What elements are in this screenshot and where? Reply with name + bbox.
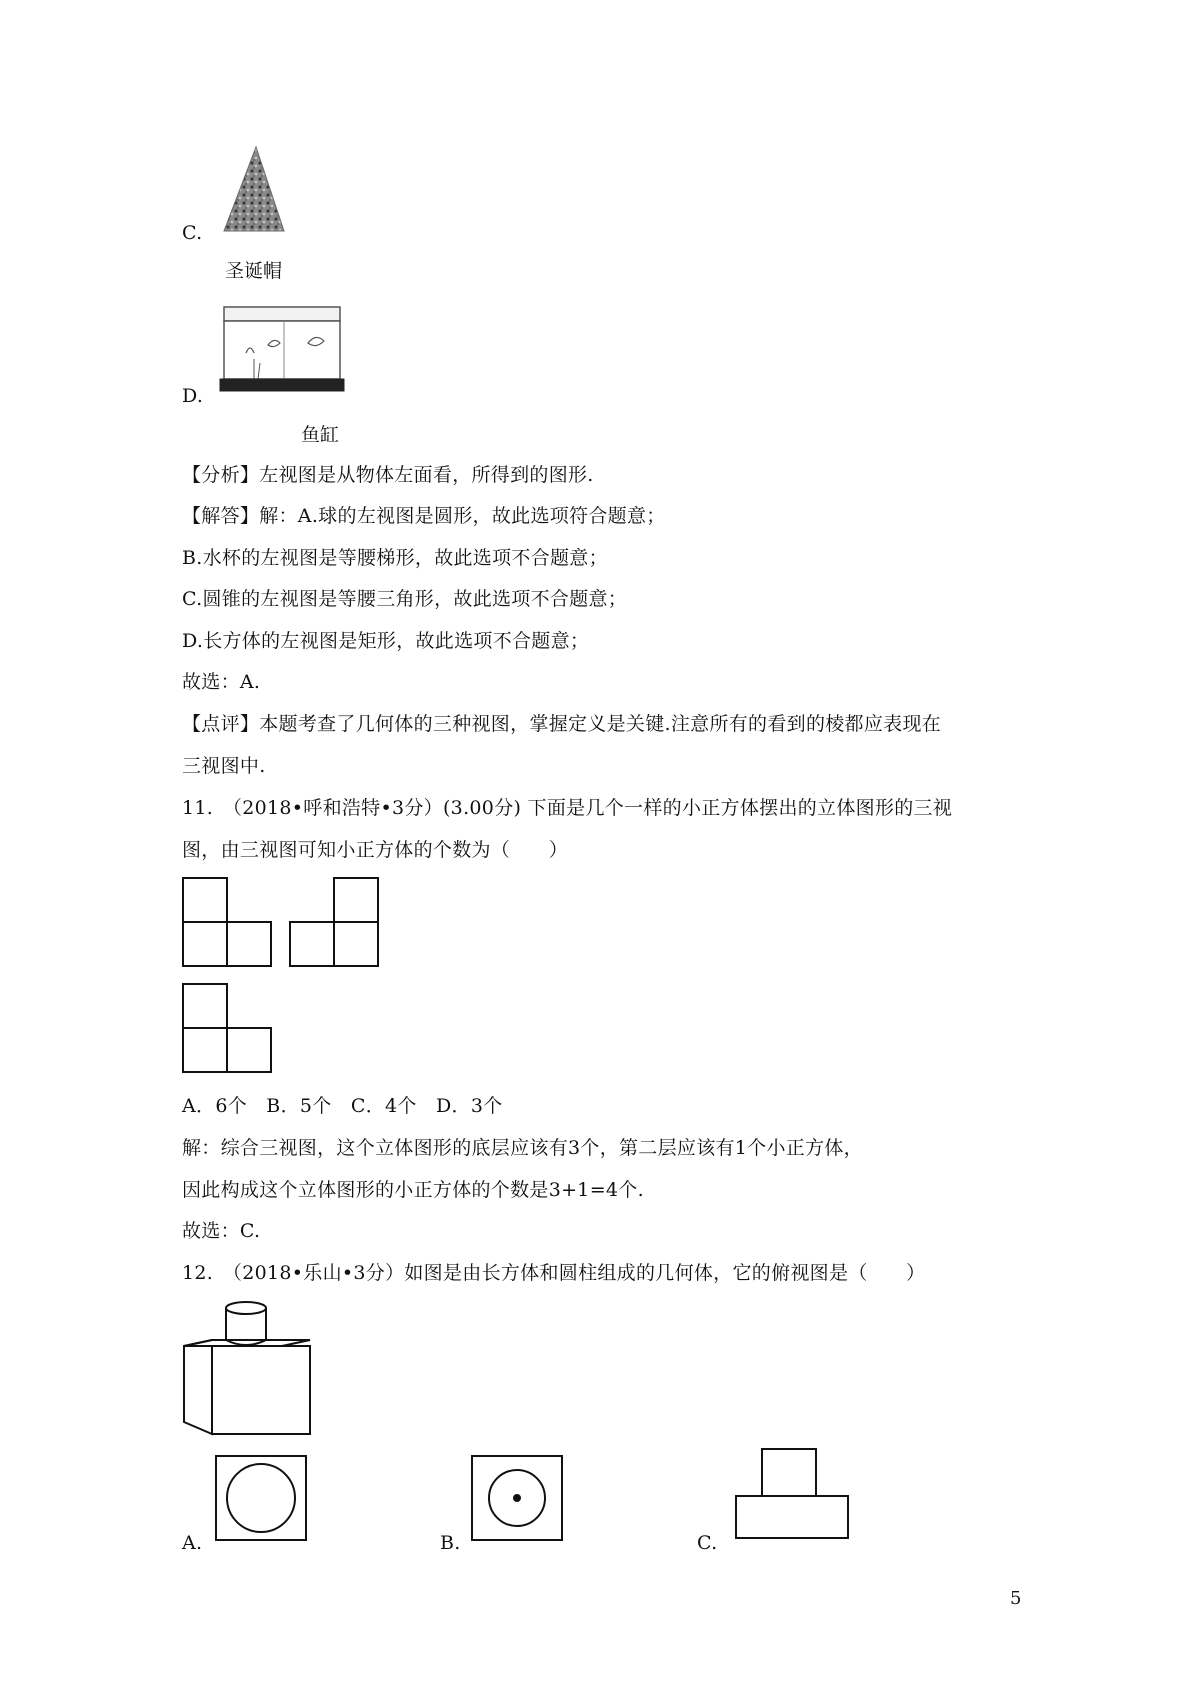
fish-tank-image (218, 303, 348, 395)
option-d-caption: 鱼缸 (301, 424, 340, 446)
q11-choice: 故选：C. (182, 1220, 261, 1242)
q11-stem-line-2: 图，由三视图可知小正方体的个数为（ ） (182, 839, 569, 861)
answer-line-2: B.水杯的左视图是等腰梯形，故此选项不合题意； (182, 547, 608, 569)
front-view-diagram (182, 877, 274, 969)
q11-options: A．6个 B．5个 C．4个 D．3个 (182, 1095, 503, 1117)
answer-line-3: C.圆锥的左视图是等腰三角形，故此选项不合题意； (182, 588, 628, 610)
option-c-caption: 圣诞帽 (225, 260, 283, 282)
answer-line-1: 【解答】解：A.球的左视图是圆形，故此选项符合题意； (182, 505, 666, 527)
top-view-diagram (182, 983, 274, 1075)
side-view-diagram (289, 877, 381, 969)
q12-option-c-figure (734, 1448, 850, 1540)
page-number: 5 (1010, 1588, 1022, 1609)
q11-stem-line-1: 11. （2018•呼和浩特•3分）(3.00分) 下面是几个一样的小正方体摆出的立体图形的三视 (182, 797, 953, 819)
q12-option-c-label: C. (697, 1532, 718, 1554)
analysis-text: 【分析】左视图是从物体左面看，所得到的图形. (182, 464, 594, 486)
q12-option-a-figure (215, 1455, 307, 1541)
option-c-label: C. (182, 222, 203, 244)
choice-text: 故选：A. (182, 671, 261, 693)
q11-solution-line-2: 因此构成这个立体图形的小正方体的个数是3+1=4个. (182, 1179, 644, 1201)
christmas-hat-image (218, 145, 288, 235)
q12-option-a-label: A. (182, 1532, 203, 1554)
q12-stem: 12. （2018•乐山•3分）如图是由长方体和圆柱组成的几何体，它的俯视图是（ ） (182, 1262, 926, 1284)
comment-line-1: 【点评】本题考查了几何体的三种视图，掌握定义是关键.注意所有的看到的棱都应表现在 (182, 713, 942, 735)
option-d-label: D. (182, 385, 204, 407)
q12-option-b-figure (471, 1455, 563, 1541)
q12-option-b-label: B. (440, 1532, 461, 1554)
answer-line-4: D.长方体的左视图是矩形，故此选项不合题意； (182, 630, 590, 652)
comment-line-2: 三视图中. (182, 755, 266, 777)
q11-solution-line-1: 解：综合三视图，这个立体图形的底层应该有3个，第二层应该有1个小正方体， (182, 1137, 863, 1159)
cuboid-cylinder-figure (182, 1300, 312, 1440)
